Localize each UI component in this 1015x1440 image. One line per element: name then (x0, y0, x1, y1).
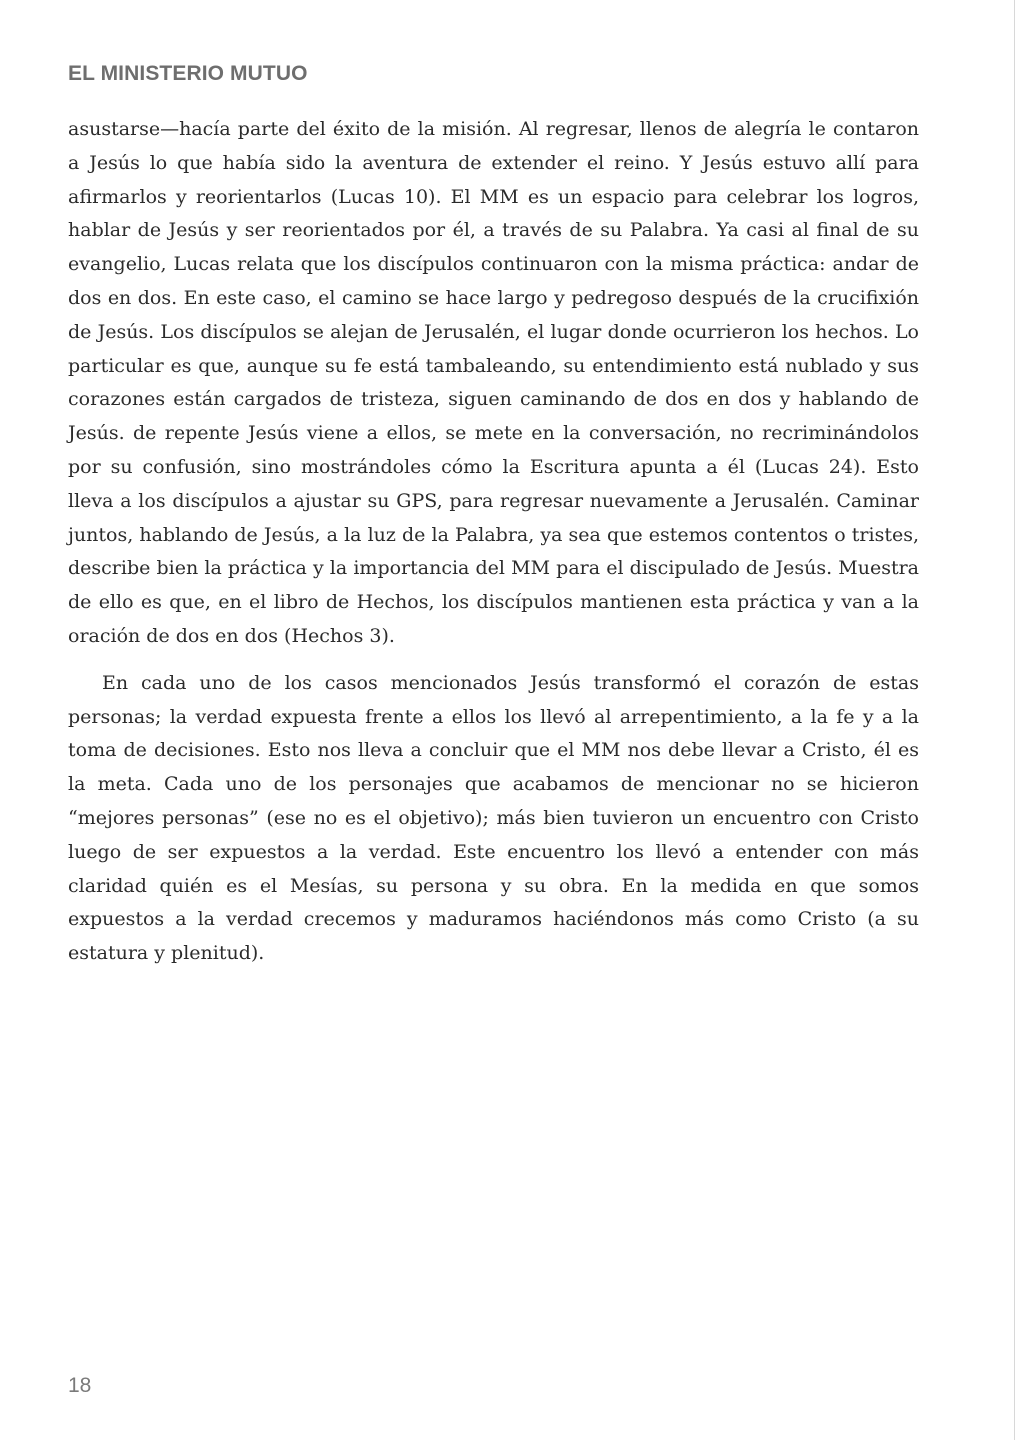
paragraph: En cada uno de los casos mencionados Jesús transformó el corazón de estas personas; la verdad expuesta frente a ellos los llevó al arrepentimiento, a la fe y a la toma de decisiones. Esto nos lleva a concluir que el MM nos debe llevar a Cristo, él es la meta. Cada uno de los personajes que acabamos de mencionar no se hicieron “mejores personas” (ese no es el objetivo); más bien tuvieron un encuentro con Cristo luego de ser expuestos a la verdad. Este encuentro los llevó a entender con más claridad quién es el Mesías, su persona y su obra. En la medida en que somos expuestos a la verdad crecemos y maduramos haciéndonos más como Cristo (a su estatura y plenitud). (68, 671, 919, 965)
paragraph-continued: asustarse—hacía parte del éxito de la misión. Al regresar, llenos de alegría le contaron a Jesús lo que había sido la aventura de extender el reino. Y Jesús estuvo allí para afirmarlos y reorientarlos (Lucas 10). El MM es un espacio para celebrar los logros, hablar de Jesús y ser reorientados por él, a través de su Palabra. Ya casi al final de su evangelio, Lucas relata que los discípulos continuaron con la misma práctica: andar de dos en dos. En este caso, el camino se hace largo y pedregoso después de la crucifixión de Jesús. Los discípulos se alejan de Jerusalén, el lugar donde ocurrieron los hechos. Lo particular es que, aunque su fe está tambaleando, su entendimiento está nublado y sus corazones están cargados de tristeza, siguen caminando de dos en dos y hablando de Jesús. de repente Jesús viene a ellos, se mete en la conversación, no recriminándolos por su confusión, sino mostrándoles cómo la Escritura apunta a él (Lucas 24). Esto lleva a los discípulos a ajustar su GPS, para regresar nuevamente a Jerusalén. Caminar juntos, hablando de Jesús, a la luz de la Palabra, ya sea que estemos contentos o tristes, describe bien la práctica y la importancia del MM para el discipulado de Jesús. Muestra de ello es que, en el libro de Hechos, los discípulos mantienen esta práctica y van a la oración de dos en dos (Hechos 3). (68, 118, 919, 647)
body-text (68, 113, 919, 971)
running-header: EL MINISTERIO MUTUO (68, 62, 308, 85)
page-number: 18 (68, 1374, 92, 1397)
